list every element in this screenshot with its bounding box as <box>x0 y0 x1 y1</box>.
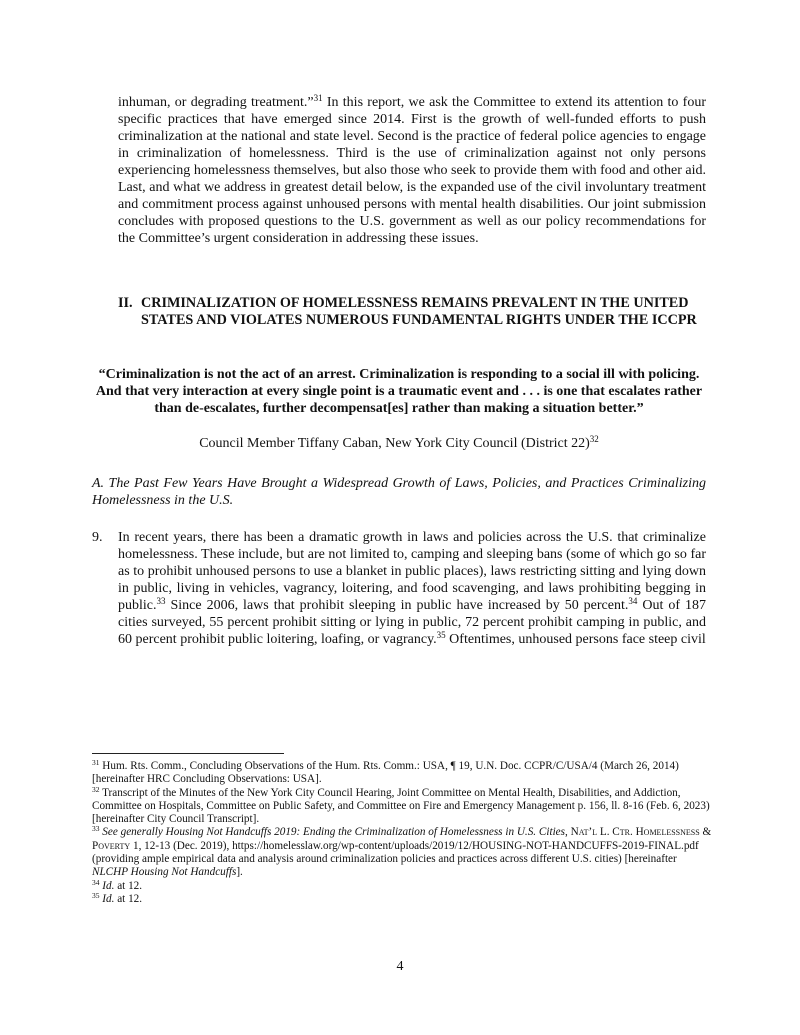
paragraph-9-text-1: In recent years, there has been a dramatic growth in laws and policies across the U.S. that criminalize homelessness. These include, but are not limited to, camping and sleeping bans (some of which go so far as to prohibit unhoused persons to use a blanket in public places), laws restricting sitting and lying down in public, living in vehicles, vagrancy, loitering, and food scavenging, and laws prohibiting begging in public. <box>118 530 706 614</box>
intro-paragraph <box>118 94 706 247</box>
footnote-text: at 12. <box>114 879 143 892</box>
epigraph-attribution <box>92 435 706 452</box>
footnote-number: 31 <box>92 758 100 767</box>
footnotes <box>92 760 712 906</box>
footnote-ref-33[interactable]: 33 <box>156 596 166 607</box>
paragraph-9-text-4: Oftentimes, unhoused persons face steep civil <box>445 632 706 648</box>
footnote-ref-32[interactable]: 32 <box>589 434 599 444</box>
citation-id: Id. <box>99 879 115 892</box>
footnote-31 <box>92 760 712 787</box>
intro-text-rest: In this report, we ask the Committee to extend its attention to four specific practices that have emerged since 2014. First is the growth of well-funded efforts to push criminalization at the national and state level. Second is the practice of federal police agencies to engage in criminalization of homelessness. Third is the use of criminalization against not only persons experiencing homelessness themselves, but also those who seek to provide them with food and other aid. Last, and what we address in greatest detail below, is the expanded use of the civil involuntary treatment and commitment process against unhoused persons with mental health disabilities. Our joint submission concludes with proposed questions to the U.S. government as well as our policy recommendations for the Committee’s urgent consideration in addressing these issues. <box>118 95 706 247</box>
footnote-35 <box>92 890 712 906</box>
citation-publisher: , Nat’l L. Ctr. Homelessness & Poverty <box>92 826 712 852</box>
citation-id: Id. <box>99 892 115 905</box>
footnote-ref-31[interactable]: 31 <box>313 93 323 103</box>
epigraph-quote: “Criminalization is not the act of an arrest. Criminalization is responding to a social ill with policing. And that very interaction at every single point is a traumatic event and . . . is one that escalates rather than de-escalates, further decompensat[es] rather than making a situation better.” <box>95 367 703 417</box>
footnote-ref-35[interactable]: 35 <box>436 630 446 641</box>
footnote-34 <box>92 877 712 893</box>
footnote-number: 33 <box>92 824 100 834</box>
subsection-heading: A. The Past Few Years Have Brought a Widespread Growth of Laws, Policies, and Practices Criminalizing Homelessness in the U.S. <box>92 476 706 509</box>
section-heading <box>118 295 708 329</box>
footnote-number: 34 <box>92 877 100 887</box>
footnote-32 <box>92 784 712 827</box>
attribution-text: Council Member Tiffany Caban, New York City Council (District 22) <box>199 436 590 451</box>
section-title: CRIMINALIZATION OF HOMELESSNESS REMAINS PREVALENT IN THE UNITED STATES AND VIOLATES NUMEROUS FUNDAMENTAL RIGHTS UNDER THE ICCPR <box>141 295 697 328</box>
citation-details: 1, 12-13 (Dec. 2019), https://homelesslaw.org/wp-content/uploads/2019/12/HOUSING-NOT-HANDCUFFS-2019-FINAL.pdf (providing ample empirical data and analysis around criminalization policies and practices across different U.S. cities) [hereinafter <box>92 839 699 866</box>
citation-signal: See generally <box>99 826 163 839</box>
footnote-ref-34[interactable]: 34 <box>628 596 638 607</box>
citation-short-title: NLCHP Housing Not Handcuffs <box>92 866 237 879</box>
paragraph-number: 9. <box>92 530 103 545</box>
footnote-text: at 12. <box>114 892 143 905</box>
footnote-text: Transcript of the Minutes of the New York City Council Hearing, Joint Committee on Mental Health, Disabilities, and Addiction, Committee on Hospitals, Committee on Public Safety, and Committee on Fire and Emergency Management p. 156, ll. 8-16 (Feb. 6, 2023) [hereinafter City Council Transcript]. <box>92 786 710 826</box>
footnote-number: 35 <box>92 890 100 900</box>
page-number: 4 <box>396 959 404 974</box>
citation-title: Housing Not Handcuffs 2019: Ending the Criminalization of Homelessness in U.S. Cities <box>162 826 566 839</box>
paragraph-9-text-3: Out of 187 cities surveyed, 55 percent prohibit sitting or lying in public, 72 percent prohibit camping in public, and 60 percent prohibit public loitering, loafing, or vagrancy. <box>118 598 706 648</box>
paragraph-9 <box>118 529 706 648</box>
citation-end: ]. <box>236 866 243 879</box>
footnote-33 <box>92 826 712 879</box>
footnote-separator <box>92 753 284 754</box>
footnote-number: 32 <box>92 784 100 794</box>
paragraph-9-text-2: Since 2006, laws that prohibit sleeping in public have increased by 50 percent. <box>165 598 629 614</box>
intro-text-start: inhuman, or degrading treatment.” <box>118 95 314 110</box>
section-number: II. <box>118 295 133 311</box>
footnote-text: Hum. Rts. Comm., Concluding Observations of the Hum. Rts. Comm.: USA, ¶ 19, U.N. Doc. CCPR/C/USA/4 (March 26, 2014) [hereinafter HRC Concluding Observations: USA]. <box>92 760 679 786</box>
